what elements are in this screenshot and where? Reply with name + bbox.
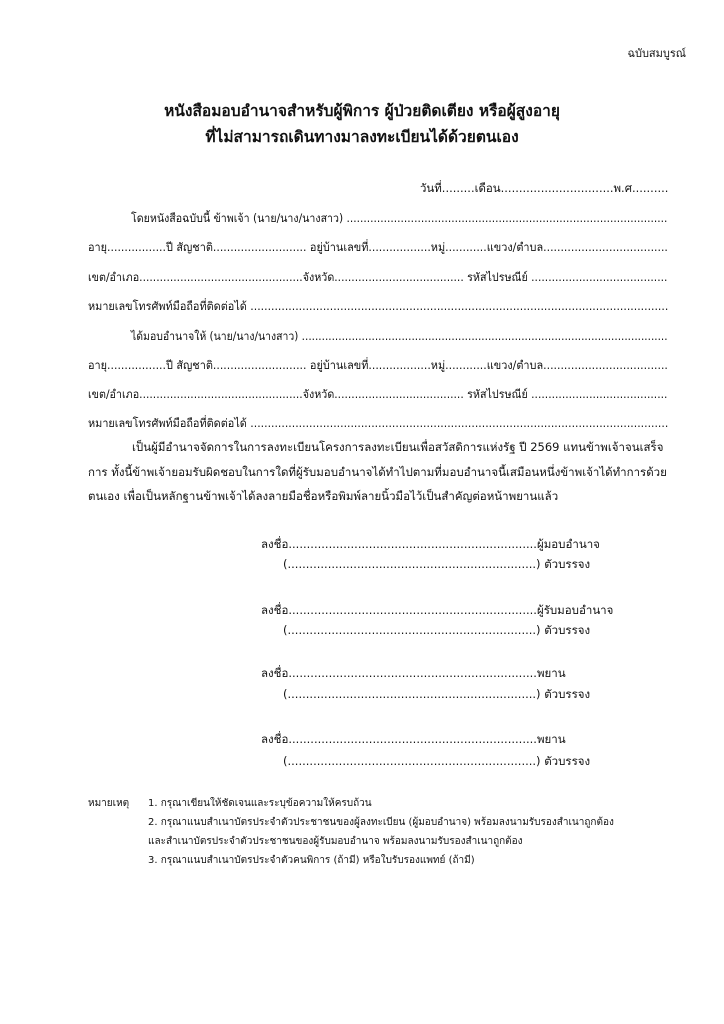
note-item-3: 3. กรุณาแนบสำเนาบัตรประจำตัวคนพิการ (ถ้ามี) หรือใบรับรองแพทย์ (ถ้ามี) bbox=[148, 855, 475, 866]
witness2-signature-line: ลงชื่อ....................................................................พยาน bbox=[261, 732, 566, 746]
document-status: ฉบับสมบูรณ์ bbox=[627, 47, 686, 60]
grantee-district-line: เขต/อำเภอ................................................จังหวัด...................................... รหัสไปรษณีย์ ........................................ bbox=[88, 387, 668, 401]
authorization-paragraph bbox=[88, 435, 668, 509]
grantee-phone-line: หมายเลขโทรศัพท์มือถือที่ติดต่อได้ ......................................................................................................................... bbox=[88, 416, 669, 430]
grantor-intro-line: โดยหนังสือฉบับนี้ ข้าพเจ้า (นาย/นาง/นางสาว) ............................................................................................... bbox=[131, 211, 668, 225]
note-item-2-continuation: และสำเนาบัตรประจำตัวประชาชนของผู้รับมอบอำนาจ พร้อมลงนามรับรองสำเนาถูกต้อง bbox=[148, 836, 523, 847]
grantee-printed-name-line: (....................................................................) ตัวบรรจง bbox=[283, 623, 591, 637]
document-title-line1: หนังสือมอบอำนาจสำหรับผู้พิการ ผู้ป่วยติดเตียง หรือผู้สูงอายุ bbox=[164, 102, 560, 120]
witness1-printed-name-line: (....................................................................) ตัวบรรจง bbox=[283, 687, 591, 701]
grantor-district-line: เขต/อำเภอ................................................จังหวัด...................................... รหัสไปรษณีย์ ........................................ bbox=[88, 270, 668, 284]
note-item-2: 2. กรุณาแนบสำเนาบัตรประจำตัวประชาชนของผู้ลงทะเบียน (ผู้มอบอำนาจ) พร้อมลงนามรับรองสำเนาถูกต้อง bbox=[148, 817, 614, 828]
witness2-printed-name-line: (....................................................................) ตัวบรรจง bbox=[283, 754, 591, 768]
notes-label: หมายเหตุ bbox=[88, 798, 130, 809]
date-line: วันที่.........เดือน...............................พ.ศ.......... bbox=[420, 181, 669, 195]
note-item-1: 1. กรุณาเขียนให้ชัดเจนและระบุข้อความให้ครบถ้วน bbox=[148, 798, 372, 809]
document-title-line2: ที่ไม่สามารถเดินทางมาลงทะเบียนได้ด้วยตนเอง bbox=[205, 128, 519, 146]
grantee-signature-line: ลงชื่อ....................................................................ผู้รับมอบอำนาจ bbox=[261, 603, 614, 617]
grantor-printed-name-line: (....................................................................) ตัวบรรจง bbox=[283, 557, 591, 571]
grantee-age-address-line: อายุ.................ปี สัญชาติ........................... อยู่บ้านเลขที่..................หมู่............แขวง/ตำบล.................................... bbox=[88, 358, 668, 372]
witness1-signature-line: ลงชื่อ....................................................................พยาน bbox=[261, 666, 566, 680]
grantor-age-address-line: อายุ.................ปี สัญชาติ........................... อยู่บ้านเลขที่..................หมู่............แขวง/ตำบล.................................... bbox=[88, 240, 668, 254]
grantor-signature-line: ลงชื่อ....................................................................ผู้มอบอำนาจ bbox=[261, 537, 600, 551]
authorization-text: เป็นผู้มีอำนาจจัดการในการลงทะเบียนโครงการลงทะเบียนเพื่อสวัสดิการแห่งรัฐ ปี 2569 แทนข้าพเจ้าจนเสร็จการ ทั้งนี้ข้าพเจ้ายอมรับผิดชอบในการใดที่ผู้รับมอบอำนาจได้ทำไปตามที่มอบอำนาจนี้เสมือนหนึ่งข้าพเจ้าได้ทำการด้วยตนเอง เพื่อเป็นหลักฐานข้าพเจ้าได้ลงลายมือชื่อหรือพิมพ์ลายนิ้วมือไว้เป็นสำคัญต่อหน้าพยานแล้ว bbox=[88, 440, 667, 503]
grantee-intro-line: ได้มอบอำนาจให้ (นาย/นาง/นางสาว) .............................................................................................................. bbox=[131, 329, 668, 343]
grantor-phone-line: หมายเลขโทรศัพท์มือถือที่ติดต่อได้ ......................................................................................................................... bbox=[88, 299, 669, 313]
